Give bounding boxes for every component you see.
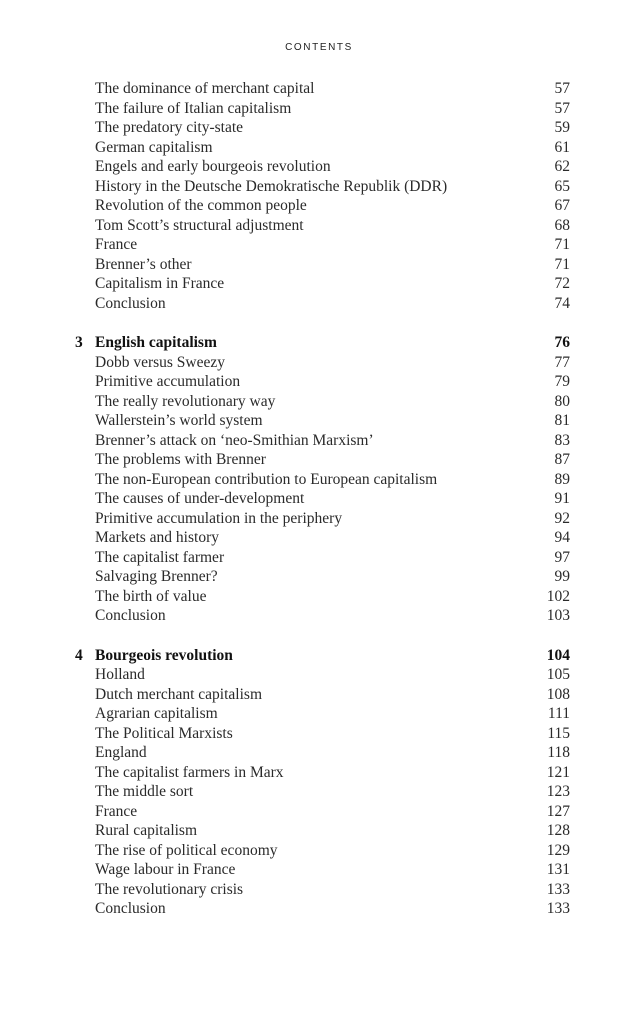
toc-entry-page: 79 — [554, 373, 570, 390]
toc-entry[interactable] — [75, 353, 570, 373]
toc-entry-page: 99 — [554, 568, 570, 585]
toc-entry[interactable] — [75, 294, 570, 314]
chapter-number: 4 — [75, 646, 83, 664]
toc-entry[interactable] — [75, 587, 570, 607]
toc-entry-page: 91 — [554, 490, 570, 507]
toc-entry[interactable] — [75, 724, 570, 744]
toc-entry-title: The failure of Italian capitalism — [95, 99, 292, 117]
toc-entry-title: Tom Scott’s structural adjustment — [95, 216, 304, 234]
toc-entry[interactable] — [75, 372, 570, 392]
toc-entry-title: The dominance of merchant capital — [95, 80, 315, 97]
toc-entry-title: Dutch merchant capitalism — [95, 685, 262, 703]
chapter-heading[interactable] — [75, 333, 570, 353]
chapter-title: Bourgeois revolution — [95, 646, 233, 664]
toc-entry-page: 127 — [546, 802, 570, 820]
toc-entry-page: 72 — [554, 275, 570, 292]
toc-entry[interactable] — [75, 548, 570, 568]
chapter-title: English capitalism — [95, 334, 217, 351]
toc-entry-title: Rural capitalism — [95, 822, 198, 839]
toc-entry[interactable] — [75, 899, 570, 919]
toc-entry[interactable] — [75, 880, 570, 900]
table-of-contents — [75, 79, 570, 919]
toc-entry-page: 62 — [554, 158, 570, 175]
toc-entry-title: Salvaging Brenner? — [95, 568, 218, 585]
toc-entry-title: Wallerstein’s world system — [95, 412, 263, 429]
toc-entry-title: The capitalist farmers in Marx — [95, 763, 284, 781]
toc-entry-page: 65 — [554, 177, 570, 195]
toc-entry-page: 94 — [554, 529, 570, 546]
toc-entry-title: Primitive accumulation in the periphery — [95, 509, 343, 527]
toc-entry-page: 71 — [554, 236, 570, 253]
toc-entry[interactable] — [75, 685, 570, 705]
toc-entry-page: 59 — [554, 119, 570, 136]
toc-entry[interactable] — [75, 99, 570, 119]
toc-entry[interactable] — [75, 509, 570, 529]
toc-entry[interactable] — [75, 431, 570, 451]
toc-entry[interactable] — [75, 157, 570, 177]
toc-entry-title: Brenner’s attack on ‘neo-Smithian Marxism’ — [95, 431, 374, 449]
toc-entry-title: Agrarian capitalism — [95, 705, 218, 722]
toc-entry-title: The revolutionary crisis — [95, 880, 244, 898]
toc-entry-page: 80 — [554, 392, 570, 410]
toc-entry-title: The non-European contribution to European capitalism — [95, 470, 438, 488]
toc-entry-title: England — [95, 744, 147, 761]
toc-entry[interactable] — [75, 118, 570, 138]
toc-entry-page: 102 — [546, 587, 570, 605]
toc-entry[interactable] — [75, 821, 570, 841]
toc-entry[interactable] — [75, 528, 570, 548]
toc-entry-page: 83 — [554, 431, 570, 449]
toc-entry-page: 87 — [554, 451, 570, 468]
toc-entry-page: 111 — [547, 705, 570, 722]
toc-entry-page: 92 — [554, 509, 570, 527]
toc-entry-page: 97 — [554, 548, 570, 566]
toc-entry-page: 71 — [554, 255, 570, 273]
toc-entry-title: France — [95, 802, 138, 820]
toc-entry[interactable] — [75, 763, 570, 783]
toc-entry[interactable] — [75, 704, 570, 724]
toc-entry-title: The middle sort — [95, 783, 194, 800]
toc-entry-title: The rise of political economy — [95, 841, 278, 859]
toc-entry-page: 133 — [546, 880, 570, 898]
toc-entry[interactable] — [75, 841, 570, 861]
toc-entry-title: Revolution of the common people — [95, 197, 307, 214]
toc-entry-page: 103 — [546, 607, 570, 624]
toc-entry-page: 67 — [554, 197, 570, 214]
running-head: CONTENTS — [285, 42, 353, 53]
toc-entry-title: Conclusion — [95, 607, 166, 624]
toc-entry[interactable] — [75, 216, 570, 236]
toc-entry-page: 89 — [554, 470, 570, 488]
toc-entry-title: Conclusion — [95, 294, 166, 312]
toc-entry[interactable] — [75, 392, 570, 412]
toc-entry-title: Markets and history — [95, 529, 219, 546]
chapter-heading[interactable] — [75, 646, 570, 666]
toc-entry-title: History in the Deutsche Demokratische Republik (DDR) — [95, 177, 448, 195]
toc-entry[interactable] — [75, 235, 570, 255]
toc-entry-page: 57 — [554, 99, 570, 117]
toc-entry[interactable] — [75, 665, 570, 685]
toc-entry-title: France — [95, 236, 138, 253]
toc-entry[interactable] — [75, 860, 570, 880]
chapter-page-number: 104 — [546, 646, 570, 664]
toc-entry-title: The causes of under-development — [95, 490, 305, 507]
toc-entry-page: 133 — [546, 900, 570, 917]
toc-entry-page: 81 — [554, 412, 570, 429]
toc-entry-page: 123 — [546, 783, 570, 800]
toc-entry-title: Primitive accumulation — [95, 373, 241, 390]
toc-entry-title: Wage labour in France — [95, 861, 236, 878]
toc-entry-title: Conclusion — [95, 900, 166, 917]
toc-entry[interactable] — [75, 177, 570, 197]
toc-entry-title: The really revolutionary way — [95, 392, 276, 410]
toc-entry-page: 74 — [554, 294, 570, 312]
toc-entry-title: The birth of value — [95, 587, 207, 605]
toc-entry[interactable] — [75, 138, 570, 158]
chapter-number: 3 — [75, 334, 83, 351]
toc-entry[interactable] — [75, 411, 570, 431]
toc-entry-title: Dobb versus Sweezy — [95, 353, 226, 371]
toc-entry-page: 77 — [554, 353, 570, 371]
toc-entry[interactable] — [75, 196, 570, 216]
toc-entry[interactable] — [75, 782, 570, 802]
toc-entry-title: Capitalism in France — [95, 275, 225, 292]
toc-entry-page: 131 — [546, 861, 570, 878]
toc-entry[interactable] — [75, 470, 570, 490]
toc-entry[interactable] — [75, 743, 570, 763]
toc-entry-page: 121 — [546, 763, 570, 781]
toc-entry-title: Brenner’s other — [95, 255, 192, 273]
toc-entry-title: The problems with Brenner — [95, 451, 266, 468]
toc-entry[interactable] — [75, 450, 570, 470]
toc-entry-title: Holland — [95, 666, 145, 683]
toc-entry-page: 128 — [546, 822, 570, 839]
toc-entry-page: 129 — [546, 841, 570, 859]
toc-entry-title: The predatory city-state — [95, 119, 244, 136]
toc-entry-page: 68 — [554, 216, 570, 234]
toc-entry[interactable] — [75, 274, 570, 294]
toc-entry-title: German capitalism — [95, 138, 213, 156]
toc-entry[interactable] — [75, 489, 570, 509]
toc-entry-title: The Political Marxists — [95, 724, 233, 742]
toc-entry-page: 61 — [554, 138, 570, 156]
toc-entry[interactable] — [75, 802, 570, 822]
toc-entry-page: 57 — [554, 80, 570, 97]
chapter-page-number: 76 — [554, 334, 570, 351]
toc-entry[interactable] — [75, 255, 570, 275]
toc-entry-page: 115 — [547, 724, 570, 742]
toc-entry-title: Engels and early bourgeois revolution — [95, 158, 331, 175]
toc-entry-page: 105 — [546, 666, 570, 683]
toc-entry[interactable] — [75, 606, 570, 626]
toc-entry-page: 108 — [546, 685, 570, 703]
toc-entry-page: 118 — [547, 744, 570, 761]
toc-entry-title: The capitalist farmer — [95, 548, 225, 566]
toc-entry[interactable] — [75, 79, 570, 99]
toc-entry[interactable] — [75, 567, 570, 587]
